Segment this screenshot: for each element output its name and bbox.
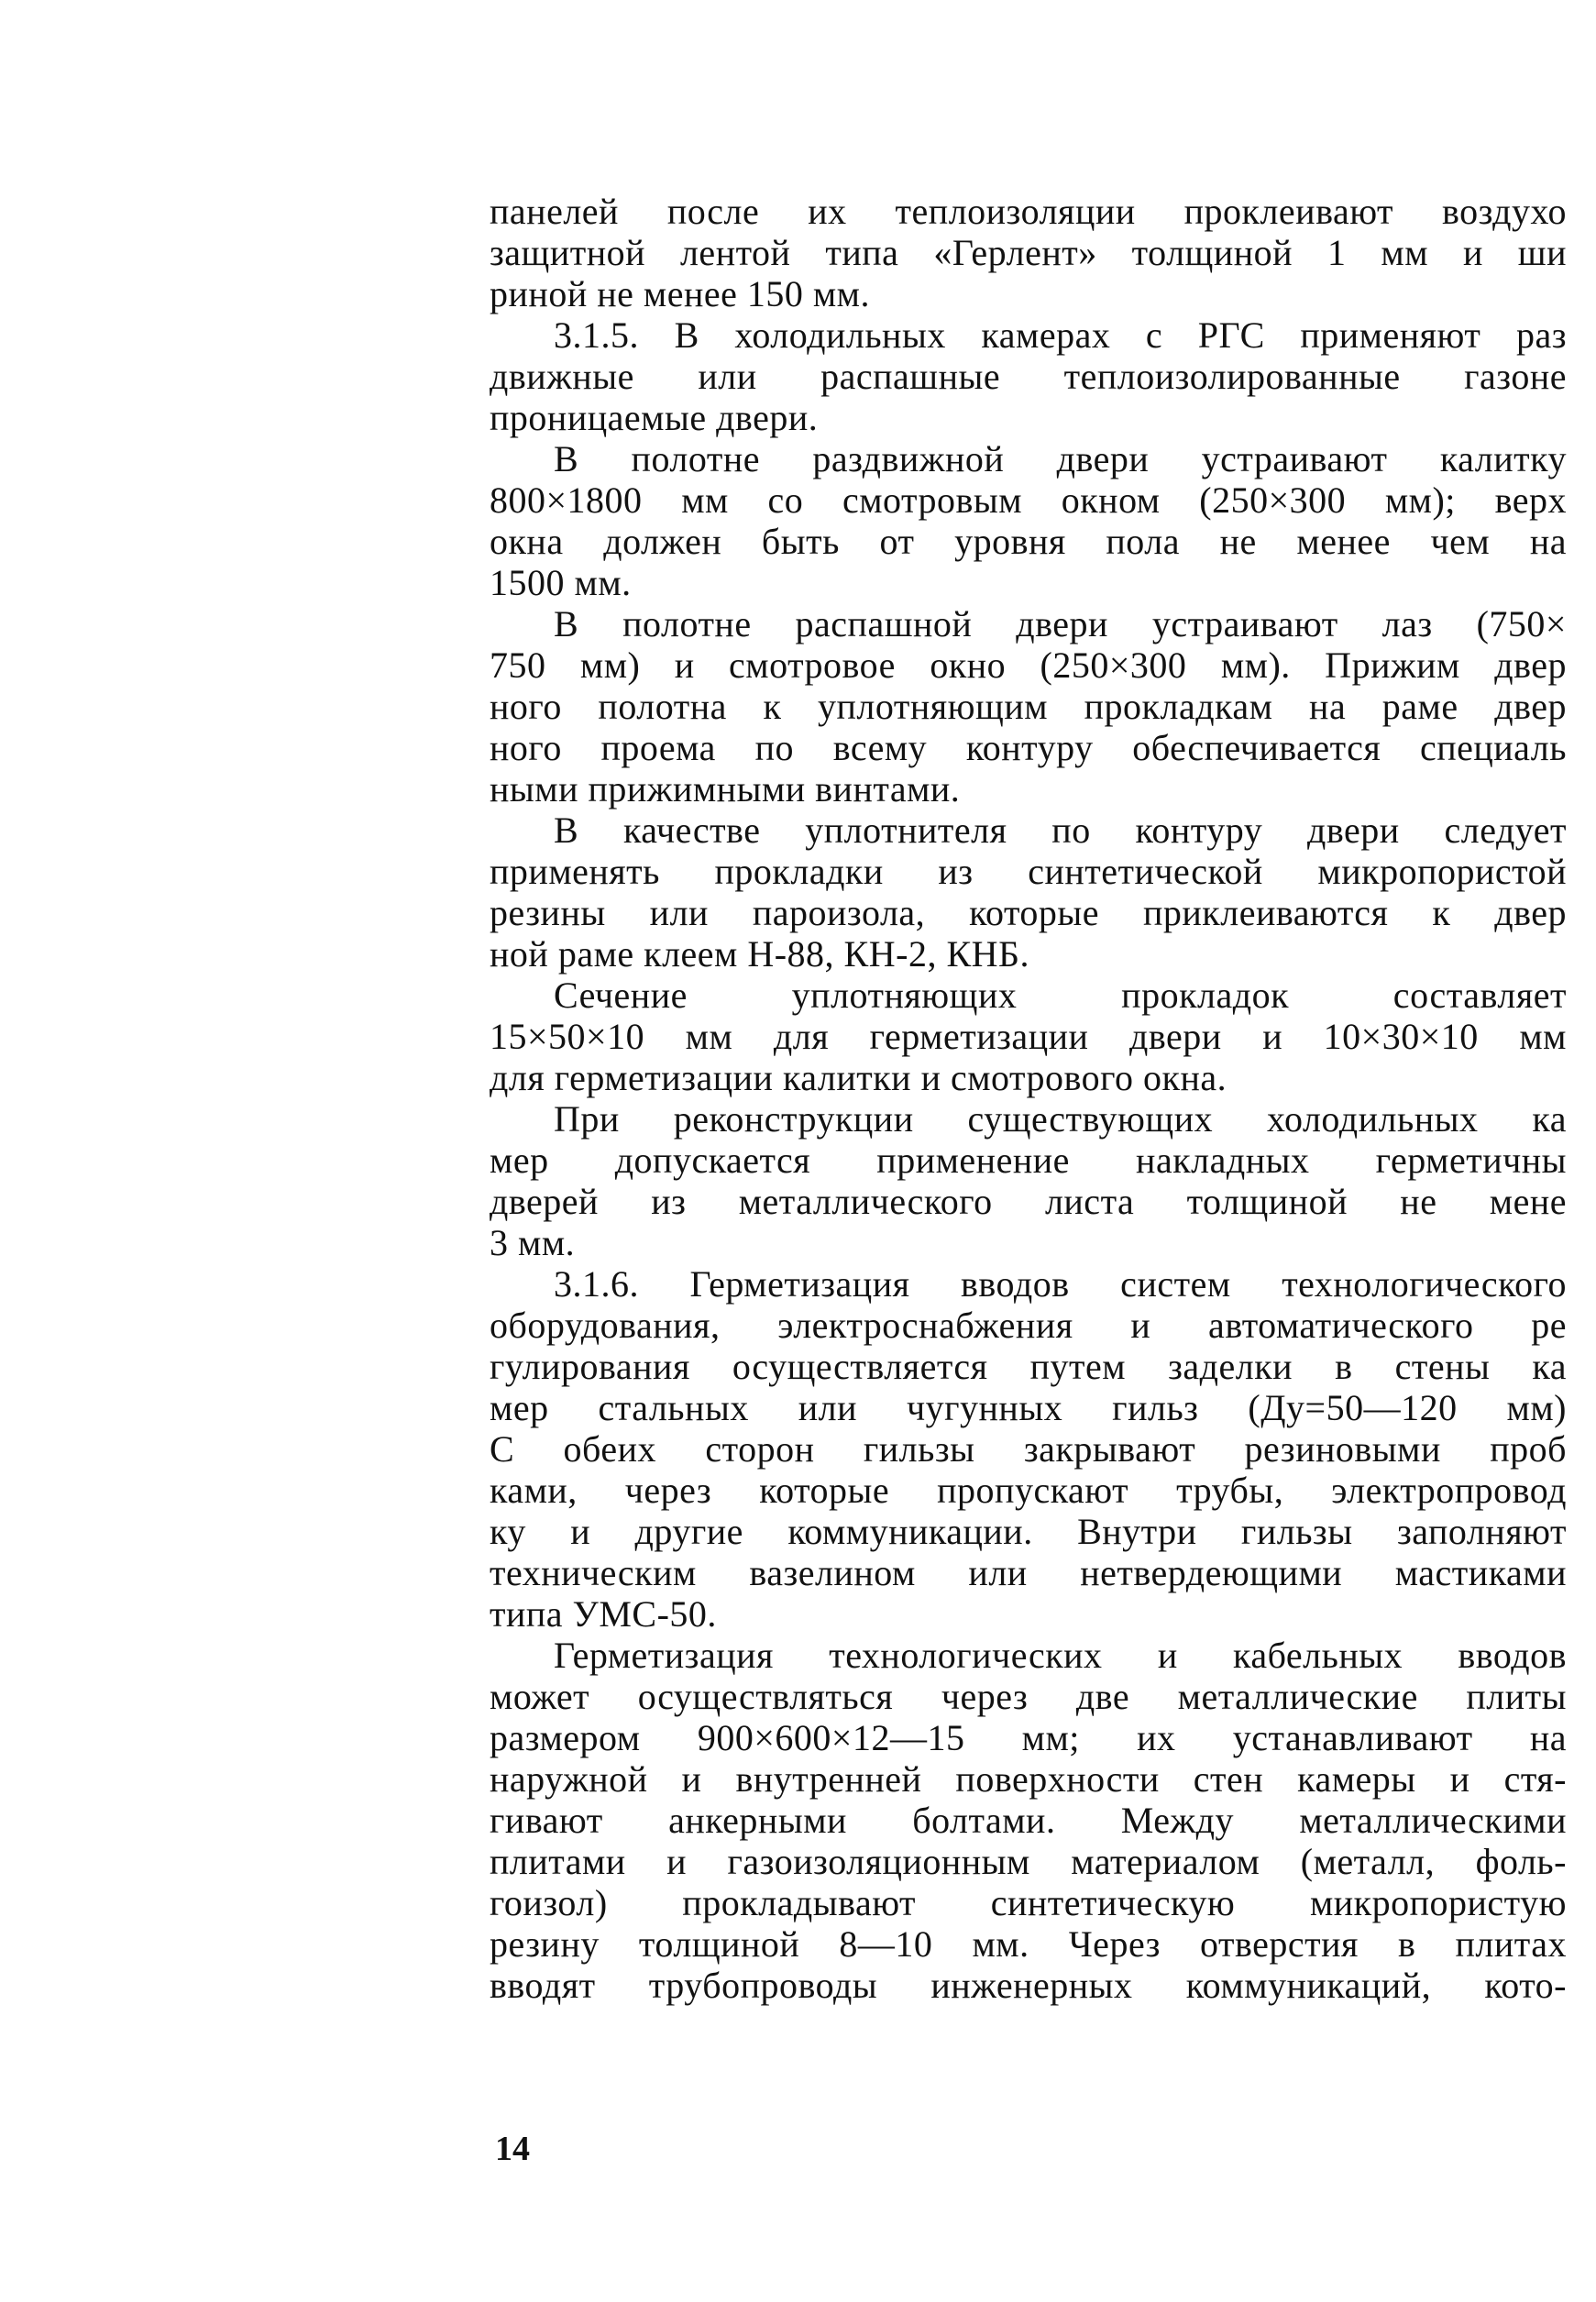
text-line: 750 мм) и смотровое окно (250×300 мм). Прижим двер [490, 644, 1567, 686]
text-line: мер стальных или чугунных гильз (Ду=50—120 мм) [490, 1387, 1567, 1428]
text-line: техническим вазелином или нетвердеющими мастиками [490, 1552, 1567, 1593]
text-line: ку и другие коммуникации. Внутри гильзы заполняют [490, 1511, 1567, 1552]
text-line: резины или пароизола, которые приклеиваются к двер [490, 892, 1567, 933]
text-line: Герметизация технологических и кабельных вводов [554, 1635, 1567, 1676]
text-line: 15×50×10 мм для герметизации двери и 10×30×10 мм [490, 1016, 1567, 1057]
text-line: может осуществляться через две металлические плиты [490, 1676, 1567, 1717]
text-line: риной не менее 150 мм. [490, 273, 870, 314]
text-line: оборудования, электроснабжения и автоматического ре [490, 1305, 1567, 1346]
text-line: 3.1.6. Герметизация вводов систем технологического [554, 1263, 1567, 1305]
text-line: вводят трубопроводы инженерных коммуникаций, кото- [490, 1965, 1567, 2006]
document-body [490, 191, 1567, 2006]
text-line: для герметизации калитки и смотрового окна. [490, 1057, 1227, 1098]
text-line: В полотне распашной двери устраивают лаз (750× [554, 603, 1567, 644]
text-line: проницаемые двери. [490, 397, 819, 438]
text-line: гулирования осуществляется путем заделки в стены ка [490, 1346, 1567, 1387]
text-line: 3 мм. [490, 1222, 576, 1263]
text-line: панелей после их теплоизоляции проклеивают воздухо [490, 191, 1567, 232]
page-number: 14 [495, 2130, 530, 2168]
text-line: мер допускается применение накладных герметичны [490, 1140, 1567, 1181]
text-line: гивают анкерными болтами. Между металлическими [490, 1800, 1567, 1841]
text-line: размером 900×600×12—15 мм; их устанавливают на [490, 1717, 1567, 1758]
text-line: окна должен быть от уровня пола не менее чем на [490, 521, 1567, 562]
text-line: наружной и внутренней поверхности стен камеры и стя- [490, 1758, 1567, 1800]
text-line: Сечение уплотняющих прокладок составляет [554, 975, 1567, 1016]
text-line: дверей из металлического листа толщиной не мене [490, 1181, 1567, 1222]
text-line: 3.1.5. В холодильных камерах с РГС применяют раз [554, 314, 1567, 356]
text-line: ками, через которые пропускают трубы, электропровод [490, 1470, 1567, 1511]
text-line: резину толщиной 8—10 мм. Через отверстия в плитах [490, 1923, 1567, 1965]
text-line: При реконструкции существующих холодильных ка [554, 1098, 1567, 1140]
text-line: 1500 мм. [490, 562, 632, 603]
text-line: ного полотна к уплотняющим прокладкам на раме двер [490, 686, 1567, 727]
text-line: плитами и газоизоляционным материалом (металл, фоль- [490, 1841, 1567, 1882]
text-line: применять прокладки из синтетической микропористой [490, 851, 1567, 892]
text-line: ной раме клеем Н-88, КН-2, КНБ. [490, 933, 1029, 975]
text-line: гоизол) прокладывают синтетическую микропористую [490, 1882, 1567, 1923]
text-line: движные или распашные теплоизолированные газоне [490, 356, 1567, 397]
text-line: защитной лентой типа «Герлент» толщиной 1 мм и ши [490, 232, 1567, 273]
text-line: ного проема по всему контуру обеспечивается специаль [490, 727, 1567, 768]
text-line: 800×1800 мм со смотровым окном (250×300 мм); верх [490, 479, 1567, 521]
text-line: типа УМС-50. [490, 1593, 717, 1635]
text-line: В качестве уплотнителя по контуру двери следует [554, 810, 1567, 851]
text-line: С обеих сторон гильзы закрывают резиновыми проб [490, 1428, 1567, 1470]
text-line: ными прижимными винтами. [490, 768, 961, 810]
text-line: В полотне раздвижной двери устраивают калитку [554, 438, 1567, 479]
